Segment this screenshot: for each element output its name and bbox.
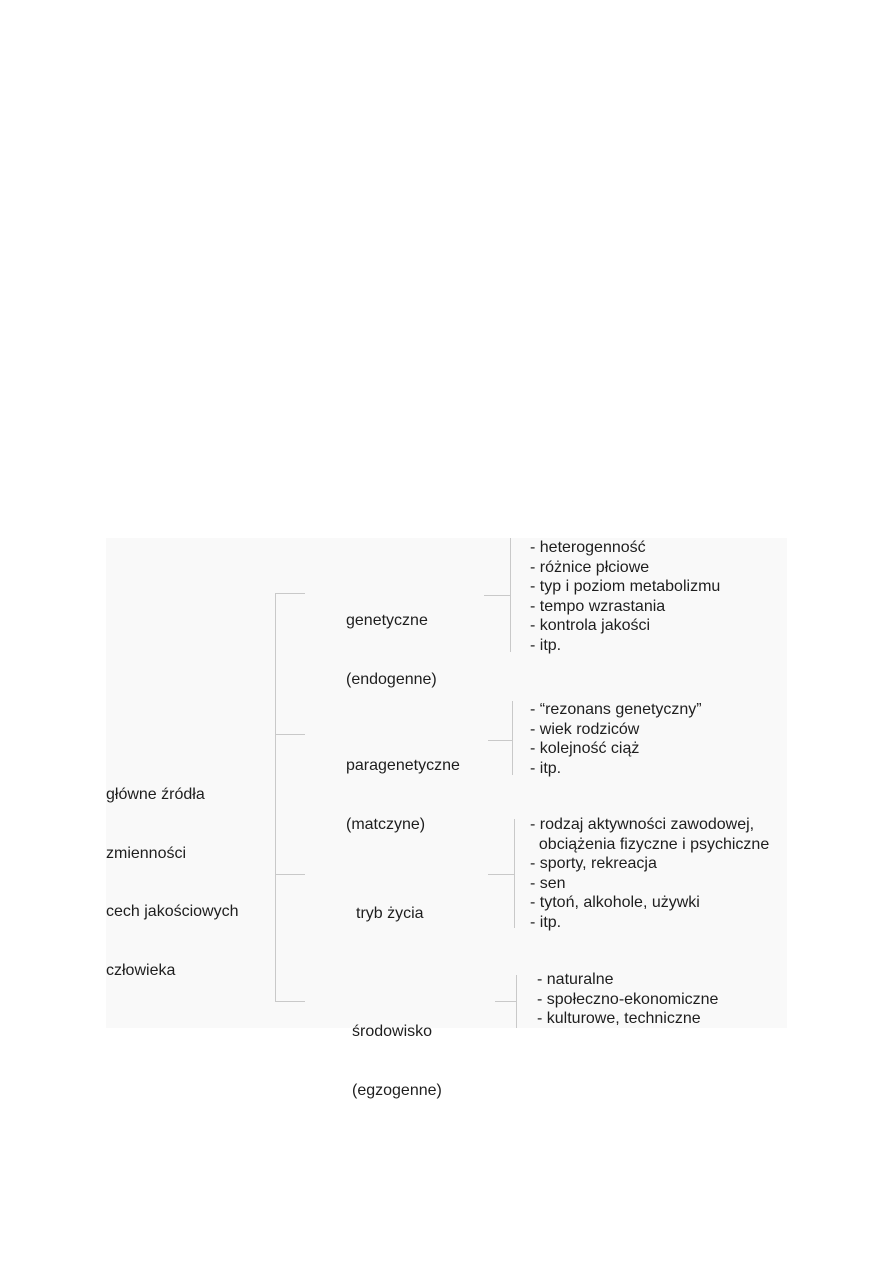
- branch-label-line: paragenetyczne: [346, 757, 460, 774]
- branch-label-lifestyle: [356, 865, 424, 963]
- branch-label-line: (matczyne): [346, 815, 426, 833]
- trunk-line: [275, 593, 276, 1002]
- branch-label-line: genetyczne: [346, 612, 428, 629]
- branch-label-paragenetic: [346, 717, 460, 873]
- root-label-line: zmienności: [106, 844, 187, 862]
- factor-list-paragenetic: [530, 700, 702, 778]
- branch-connector-genetic: [275, 593, 305, 594]
- list-item: obciążenia fizyczne i psychiczne: [530, 835, 770, 853]
- list-item: - kolejność ciąż: [530, 740, 640, 757]
- list-bracket-lifestyle: [514, 819, 515, 928]
- branch-label-environment: [352, 983, 442, 1139]
- list-item: - sen: [530, 874, 566, 892]
- root-label-line: główne źródła: [106, 786, 205, 803]
- branch-label-line: (egzogenne): [352, 1081, 442, 1099]
- list-bracket-paragenetic: [512, 701, 513, 775]
- branch-label-line: (endogenne): [346, 670, 437, 688]
- list-item: - heterogenność: [530, 539, 646, 556]
- list-item: - itp.: [530, 913, 562, 931]
- list-item: - kontrola jakości: [530, 617, 651, 634]
- factor-list-environment: [537, 970, 718, 1029]
- list-item: - kulturowe, techniczne: [537, 1010, 701, 1027]
- branch-label-line: tryb życia: [356, 905, 424, 922]
- list-item: - tytoń, alkohole, używki: [530, 894, 700, 911]
- list-item: - “rezonans genetyczny”: [530, 701, 702, 718]
- list-connector-environment: [495, 1001, 516, 1002]
- list-bracket-genetic: [510, 538, 511, 652]
- root-label-line: człowieka: [106, 961, 176, 979]
- list-connector-paragenetic: [488, 740, 512, 741]
- list-item: - naturalne: [537, 971, 614, 988]
- root-label: [106, 746, 239, 1019]
- list-connector-lifestyle: [488, 874, 514, 875]
- list-item: - itp.: [530, 759, 562, 777]
- branch-connector-environment: [275, 1001, 305, 1002]
- list-item: - itp.: [530, 636, 562, 654]
- list-item: - różnice płciowe: [530, 558, 650, 576]
- list-item: - typ i poziom metabolizmu: [530, 578, 721, 595]
- list-item: - wiek rodziców: [530, 720, 640, 738]
- branch-connector-paragenetic: [275, 734, 305, 735]
- list-bracket-environment: [516, 975, 517, 1028]
- list-item: - sporty, rekreacja: [530, 855, 657, 872]
- branch-connector-lifestyle: [275, 874, 305, 875]
- branch-label-line: środowisko: [352, 1023, 433, 1040]
- list-item: - tempo wzrastania: [530, 597, 666, 615]
- root-label-line: cech jakościowych: [106, 903, 239, 920]
- list-connector-genetic: [484, 595, 510, 596]
- diagram-panel: [106, 538, 787, 1099]
- list-item: - rodzaj aktywności zawodowej,: [530, 816, 755, 833]
- branch-label-genetic: [346, 572, 437, 728]
- factor-list-genetic: [530, 538, 720, 655]
- factor-list-lifestyle: [530, 815, 769, 932]
- list-item: - społeczno-ekonomiczne: [537, 990, 719, 1008]
